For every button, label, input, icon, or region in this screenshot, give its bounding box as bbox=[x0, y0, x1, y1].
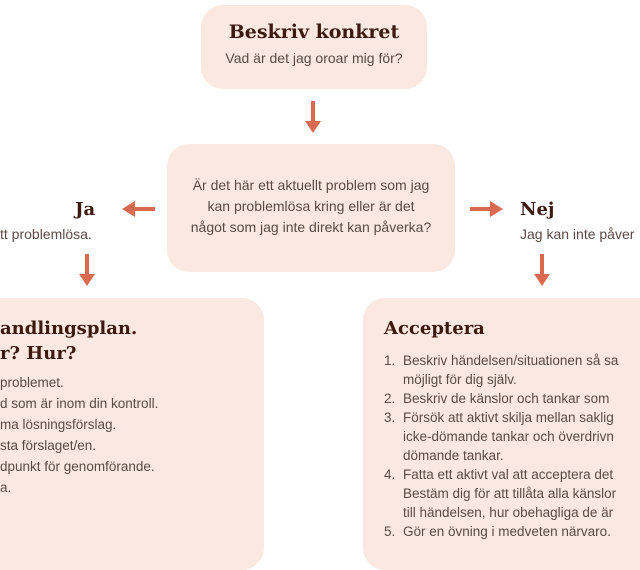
accept-item-5-line-1: Gör en övning i medveten närvaro. bbox=[403, 524, 611, 539]
plan-item-3: ma lösningsförslag. bbox=[0, 417, 117, 432]
plan-title-line-1: andlingsplan. bbox=[0, 318, 138, 339]
arrow-down-yes-icon bbox=[78, 254, 96, 287]
describe-box bbox=[201, 5, 427, 89]
arrow-down-icon bbox=[304, 101, 322, 134]
accept-title: Acceptera bbox=[384, 318, 485, 339]
describe-title: Beskriv konkret bbox=[228, 21, 400, 43]
accept-item-4-line-1: Fatta ett aktivt val att acceptera det bbox=[403, 467, 614, 482]
action-plan-box bbox=[0, 298, 264, 570]
no-title: Nej bbox=[520, 199, 555, 220]
arrow-down-no-icon bbox=[533, 254, 551, 287]
question-line-3: något som jag inte direkt kan påverka? bbox=[190, 219, 432, 235]
plan-item-1: problemet. bbox=[0, 375, 64, 390]
plan-item-4: sta förslaget/en. bbox=[0, 438, 97, 453]
accept-item-5-number: 5. bbox=[384, 524, 396, 539]
accept-item-3-line-1: Försök att aktivt skilja mellan saklig bbox=[403, 410, 614, 425]
accept-box bbox=[363, 298, 640, 570]
accept-item-2-line-1: Beskriv de känslor och tankar som bbox=[403, 391, 610, 406]
question-line-2: kan problemlösa kring eller är det bbox=[207, 198, 415, 214]
accept-item-2-number: 2. bbox=[384, 391, 396, 406]
yes-subtitle: tt problemlösa. bbox=[0, 226, 92, 242]
question-line-1: Är det här ett aktuellt problem som jag bbox=[192, 177, 430, 193]
accept-item-4-number: 4. bbox=[384, 467, 396, 482]
yes-title: Ja bbox=[75, 199, 96, 220]
plan-title-line-2: r? Hur? bbox=[0, 343, 77, 364]
no-subtitle: Jag kan inte påver bbox=[520, 226, 635, 242]
plan-item-5: dpunkt för genomförande. bbox=[0, 459, 155, 474]
accept-item-1-line-2: möjligt för dig själv. bbox=[403, 372, 517, 387]
arrow-left-icon bbox=[121, 200, 155, 218]
plan-item-6: a. bbox=[0, 480, 12, 495]
accept-item-4-line-2: Bestäm dig för att tillåta alla känslor bbox=[403, 486, 617, 501]
question-box bbox=[167, 144, 455, 272]
accept-item-1-line-1: Beskriv händelsen/situationen så sa bbox=[403, 353, 619, 368]
accept-item-3-line-2: icke-dömande tankar och överdrivn bbox=[403, 429, 614, 444]
accept-item-3-line-3: dömande tankar. bbox=[403, 448, 504, 463]
plan-item-2: d som är inom din kontroll. bbox=[0, 396, 159, 411]
describe-subtitle: Vad är det jag oroar mig för? bbox=[225, 50, 403, 66]
accept-item-3-number: 3. bbox=[384, 410, 396, 425]
arrow-right-icon bbox=[470, 200, 504, 218]
accept-item-4-line-3: till händelsen, hur obehagliga de är bbox=[403, 505, 614, 520]
accept-item-1-number: 1. bbox=[384, 353, 396, 368]
